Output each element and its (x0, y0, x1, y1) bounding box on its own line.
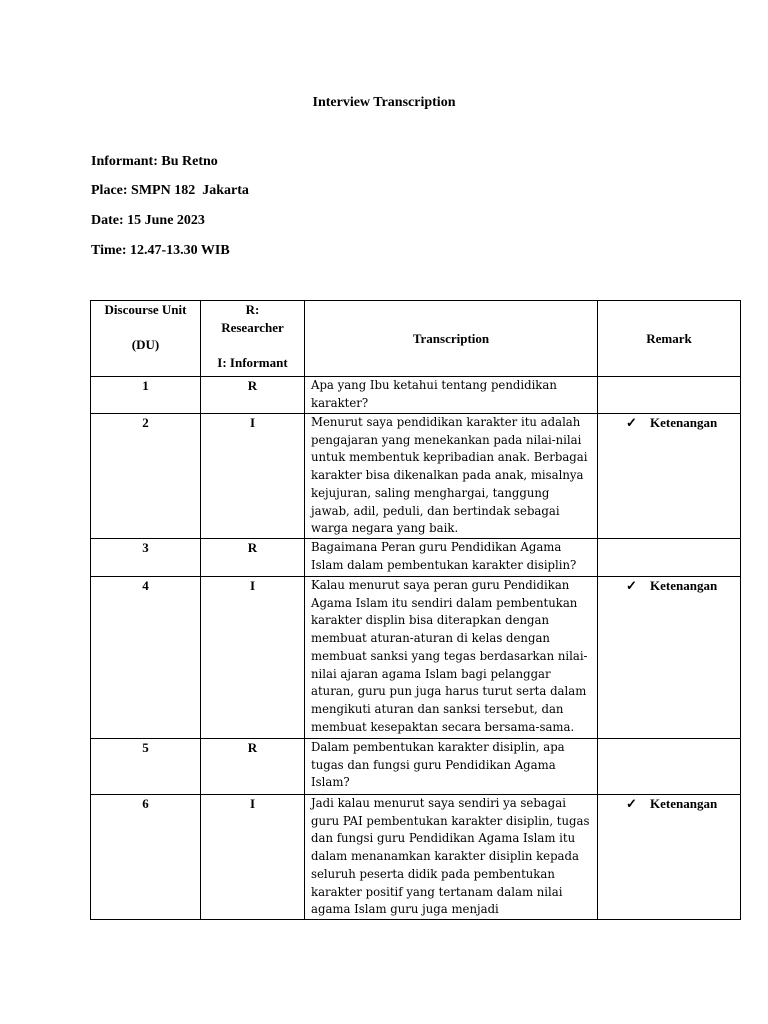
table-row (91, 739, 741, 795)
header-speaker-line1: R: (245, 302, 260, 317)
header-speaker-line3: I: Informant (217, 355, 288, 370)
transcription-cell: Menurut saya pendidikan karakter itu adalah pengajaran yang menekankan pada nilai-nilai untuk membentuk kepribadian anak. Berbagai karakter bisa dikenalkan pada anak, misalnya kejujuran, saling menghargai, tanggung jawab, adil, peduli, dan bertindak sebagai warga negara yang baik. (305, 414, 598, 539)
check-icon: ✓ (626, 415, 637, 430)
check-icon: ✓ (626, 578, 637, 593)
header-speaker-line2: Researcher (221, 320, 284, 335)
speaker-cell: I (201, 795, 305, 920)
header-du-line2: (DU) (131, 337, 160, 352)
header-remark: Remark (598, 301, 741, 377)
speaker-cell: R (201, 539, 305, 577)
remark-cell (598, 539, 741, 577)
date-line: Date: 15 June 2023 (91, 213, 205, 228)
du-cell: 5 (91, 739, 201, 795)
transcription-cell: Apa yang Ibu ketahui tentang pendidikan karakter? (305, 377, 598, 414)
transcription-cell: Dalam pembentukan karakter disiplin, apa tugas dan fungsi guru Pendidikan Agama Islam? (305, 739, 598, 795)
header-transcription: Transcription (305, 301, 598, 377)
time-line: Time: 12.47-13.30 WIB (91, 243, 230, 258)
remark-cell (598, 795, 741, 920)
speaker-cell: I (201, 577, 305, 739)
table-header-row (91, 301, 741, 377)
remark-cell (598, 414, 741, 539)
remark-label: Ketenangan (650, 415, 718, 430)
remark-cell (598, 377, 741, 414)
table-row (91, 539, 741, 577)
remark-label: Ketenangan (650, 796, 718, 811)
table-row (91, 795, 741, 920)
header-discourse-unit (91, 301, 201, 377)
du-cell: 1 (91, 377, 201, 414)
table-row (91, 577, 741, 739)
remark-cell (598, 577, 741, 739)
document-title: Interview Transcription (312, 95, 456, 110)
speaker-cell: R (201, 739, 305, 795)
table-row (91, 377, 741, 414)
du-cell: 4 (91, 577, 201, 739)
speaker-cell: I (201, 414, 305, 539)
check-icon: ✓ (626, 796, 637, 811)
place-line: Place: SMPN 182 Jakarta (91, 183, 249, 198)
remark-cell (598, 739, 741, 795)
table-row (91, 414, 741, 539)
informant-line: Informant: Bu Retno (91, 154, 218, 169)
du-cell: 6 (91, 795, 201, 920)
header-du-line1: Discourse Unit (104, 302, 187, 317)
transcription-cell: Kalau menurut saya peran guru Pendidikan Agama Islam itu sendiri dalam pembentukan karakter displin bisa diterapkan dengan membuat aturan-aturan di kelas dengan membuat sanksi yang tegas berdasarkan nilai-nilai ajaran agama Islam bagi pelanggar aturan, guru pun juga harus turut serta dalam mengikuti aturan dan sanksi tersebut, dan membuat kesepaktan secara bersama-sama. (305, 577, 598, 739)
header-speaker (201, 301, 305, 377)
remark-label: Ketenangan (650, 578, 718, 593)
transcription-table (90, 300, 741, 920)
transcription-cell: Jadi kalau menurut saya sendiri ya sebagai guru PAI pembentukan karakter disiplin, tugas dan fungsi guru Pendidikan Agama Islam itu dalam menanamkan karakter disiplin kepada seluruh peserta didik pada pembentukan karakter positif yang tertanam dalam nilai agama Islam guru juga menjadi (305, 795, 598, 920)
transcription-cell: Bagaimana Peran guru Pendidikan Agama Islam dalam pembentukan karakter disiplin? (305, 539, 598, 577)
speaker-cell: R (201, 377, 305, 414)
du-cell: 2 (91, 414, 201, 539)
du-cell: 3 (91, 539, 201, 577)
